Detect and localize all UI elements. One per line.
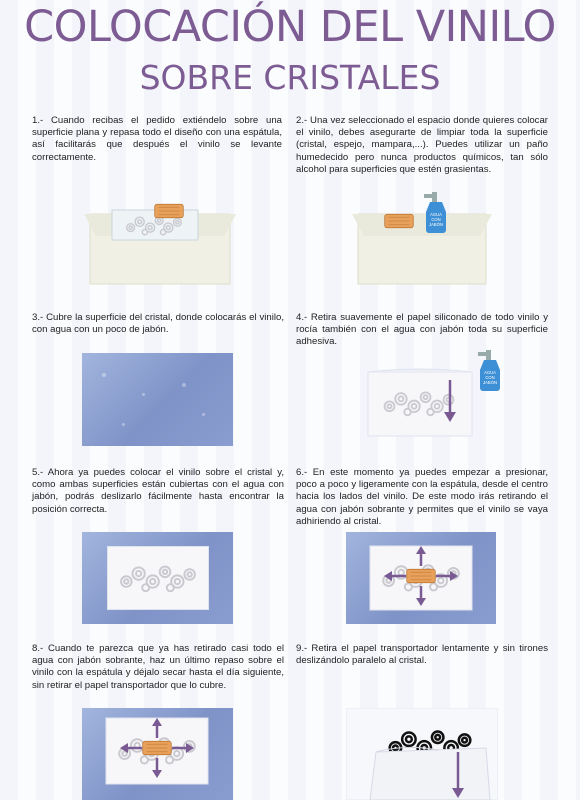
step-3-glass: [82, 353, 233, 446]
final-press-illustration: [82, 708, 233, 800]
step-5-glass: [82, 532, 233, 624]
step-6-glass: [346, 532, 496, 624]
peel-illustration: [364, 348, 524, 440]
step-3-text: 3.- Cubre la superficie del cristal, donde colocarás el vinilo, con agua con un poco de jabón.: [32, 312, 284, 336]
bottle-label-1: AGUA: [430, 212, 442, 217]
step-2-illustration: [352, 190, 492, 292]
step-6-text: 6.- En este momento ya puedes empezar a presionar, poco a poco y ligeramente con la espátula, desde el centro hacia los lados del vinilo. De este modo irás retirando el agua con jabón sobrante y permites que el vinilo se vaya adhiriendo al cristal.: [296, 467, 548, 527]
vinyl-sheet: [107, 546, 209, 610]
press-illustration: [346, 532, 496, 624]
step-4-illustration: [364, 348, 524, 440]
step-1-illustration: [84, 192, 236, 292]
bottle-label-2: CON: [431, 217, 441, 222]
step-2-text: 2.- Una vez seleccionado el espacio donde quieres colocar el vinilo, debes asegurarte de limpiar toda la superficie (cristal, espejo, mampara,...). Puedes utilizar un paño humedecido pero nunca productos químicos, tan sólo alcohol para superficies que estén grasientas.: [296, 115, 548, 175]
step-9-illustration: [346, 708, 498, 800]
step-9-text: 9.- Retira el papel transportador lentamente y sin tirones deslizándolo paralelo al cristal.: [296, 643, 548, 667]
remove-transfer-illustration: [346, 708, 498, 800]
page-subtitle: SOBRE CRISTALES: [139, 58, 441, 97]
page-title: COLOCACIÓN DEL VINILO: [24, 2, 556, 52]
table-illustration: [84, 192, 236, 292]
table-bottle-illustration: [352, 190, 492, 292]
step-8-text: 8.- Cuando te parezca que ya has retirado casi todo el agua con jabón sobrante, haz un último repaso sobre el vinilo con la espátula y déjalo secar hasta el día siguiente, sin retirar el papel transportador que lo cubre.: [32, 643, 284, 691]
step-4-text: 4.- Retira suavemente el papel siliconado de todo vinilo y rocía también con el agua con jabón toda su superficie adhesiva.: [296, 312, 548, 348]
bottle-label-2b: CON: [485, 375, 495, 380]
bottle-label-3: JABÓN: [429, 222, 443, 227]
step-5-text: 5.- Ahora ya puedes colocar el vinilo sobre el cristal y, como ambas superficies están cubiertas con el agua con jabón, podrás deslizarlo fácilmente hasta encontrar la posición correcta.: [32, 467, 284, 515]
bottle-label-1b: AGUA: [484, 370, 496, 375]
step-1-text: 1.- Cuando recibas el pedido extiéndelo sobre una superficie plana y repasa todo el diseño con una espátula, así facilitarás que después el vinilo se levante correctamente.: [32, 115, 282, 163]
bottle-label-3b: JABÓN: [483, 380, 497, 385]
step-8-glass: [82, 708, 233, 800]
